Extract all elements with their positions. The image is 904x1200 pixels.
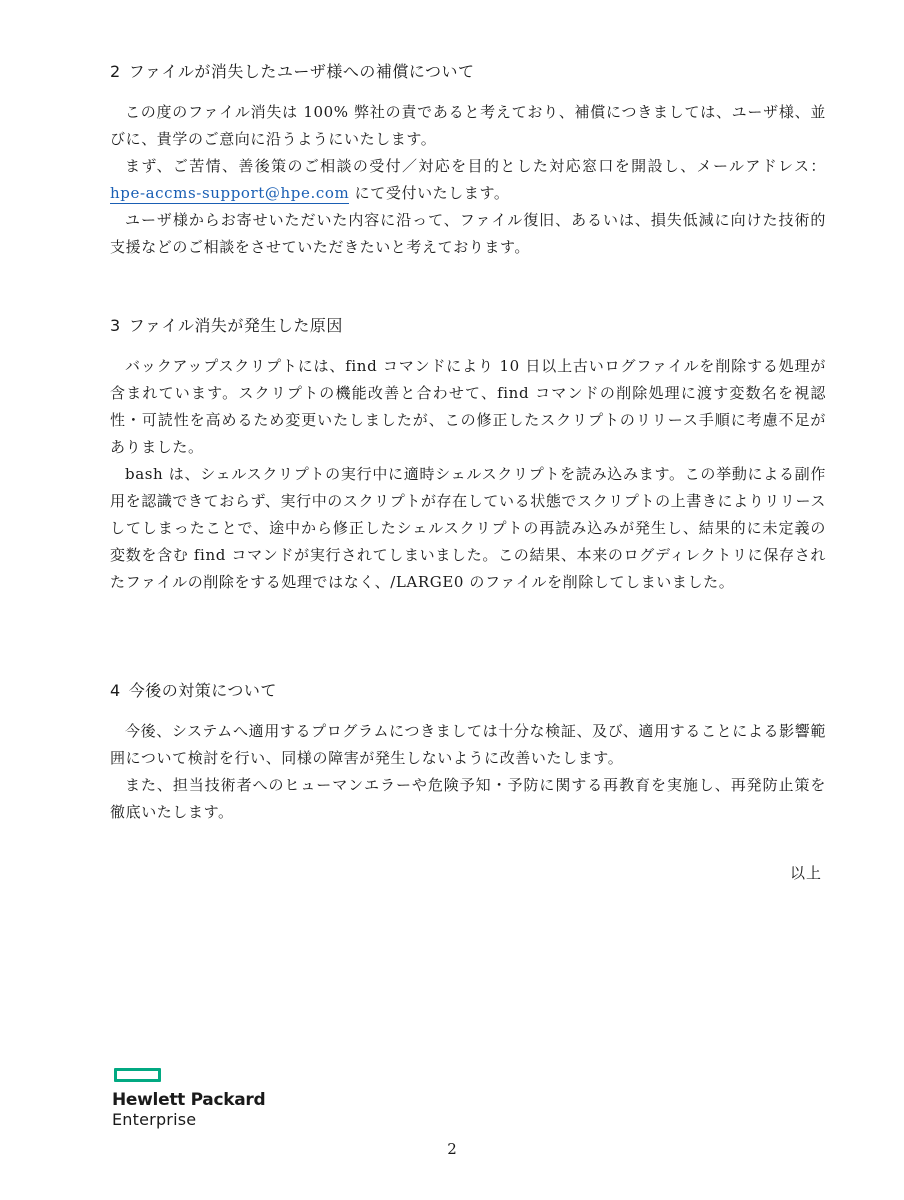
section-title: ファイルが消失したユーザ様への補償について [128, 62, 475, 81]
closing-mark: 以上 [789, 864, 822, 882]
section-heading [110, 316, 826, 336]
logo-line2: Enterprise [112, 1110, 197, 1129]
hpe-logo [112, 1068, 282, 1132]
section-number: 3 [110, 316, 121, 335]
paragraph: また、担当技術者へのヒューマンエラーや危険予知・予防に関する再教育を実施し、再発防止策を徹底いたします。 [110, 776, 826, 821]
section-number: 4 [110, 681, 121, 700]
section-number: 2 [110, 62, 121, 81]
paragraph: 今後、システムへ適用するプログラムにつきましては十分な検証、及び、適用することによる影響範囲について検討を行い、同様の障害が発生しないように改善いたします。 [110, 722, 826, 767]
section-title: 今後の対策について [128, 681, 277, 700]
section-heading [110, 681, 826, 701]
section-title: ファイル消失が発生した原因 [128, 316, 343, 335]
section-cause [110, 316, 826, 596]
section-compensation [110, 62, 826, 261]
section-countermeasures [110, 681, 826, 826]
paragraph: ユーザ様からお寄せいただいた内容に沿って、ファイル復旧、あるいは、損失低減に向けた技術的支援などのご相談をさせていただきたいと考えております。 [110, 211, 826, 256]
paragraph: バックアップスクリプトには、find コマンドにより 10 日以上古いログファイルを削除する処理が含まれています。スクリプトの機能改善と合わせて、find コマンドの削除処理に渡す変数名を視認性・可読性を高めるため変更いたしましたが、この修正したスクリプトのリリース手順に考慮不足がありました。 [110, 357, 826, 456]
paragraph-contact [110, 153, 826, 207]
paragraph: bash は、シェルスクリプトの実行中に適時シェルスクリプトを読み込みます。この挙動による副作用を認識できておらず、実行中のスクリプトが存在している状態でスクリプトの上書きによりリリースしてしまったことで、途中から修正したシェルスクリプトの再読み込みが発生し、結果的に未定義の変数を含む find コマンドが実行されてしまいました。この結果、本来のログディレクトリに保存されたファイルの削除をする処理ではなく、/LARGE0 のファイルを削除してしまいました。 [110, 465, 826, 591]
paragraph-text: にて受付いたします。 [349, 184, 510, 202]
logo-line1: Hewlett Packard [112, 1090, 266, 1110]
paragraph-text: まず、ご苦情、善後策のご相談の受付／対応を目的とした対応窓口を開設し、メールアドレス： [125, 157, 826, 175]
support-email-link[interactable]: hpe-accms-support@hpe.com [110, 184, 350, 202]
page-number: 2 [447, 1140, 457, 1158]
hpe-logo-bar-icon [114, 1068, 161, 1082]
section-heading [110, 62, 826, 82]
paragraph: この度のファイル消失は 100% 弊社の責であると考えており、補償につきましては、ユーザ様、並びに、貴学のご意向に沿うようにいたします。 [110, 103, 826, 148]
